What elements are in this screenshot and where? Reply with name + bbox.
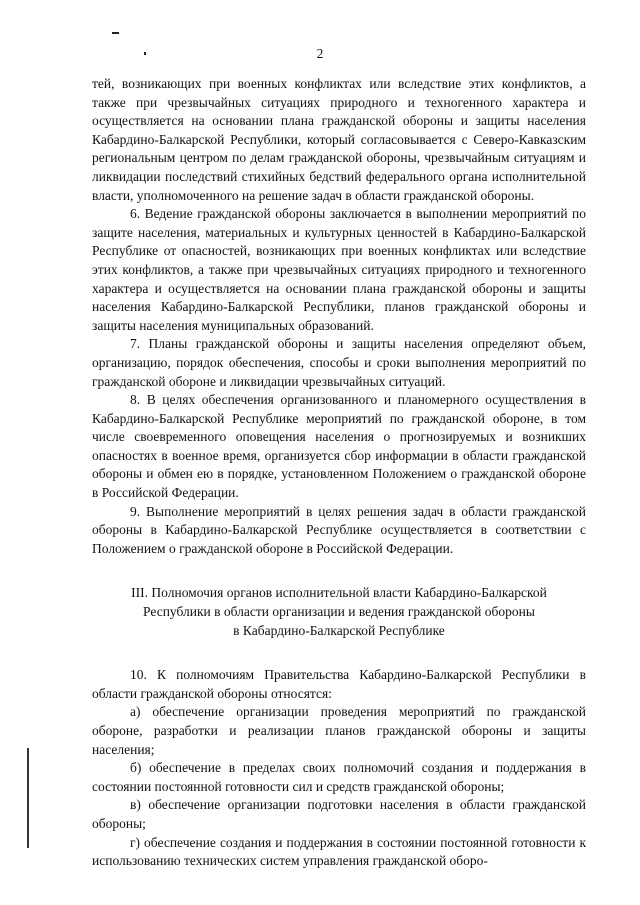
paragraph-item-10: 10. К полномочиям Правительства Кабардино-Балкарской Республики в области гражданской обороны относятся:: [92, 667, 586, 701]
page-number: 2: [316, 46, 324, 61]
scan-fold-line: [27, 748, 29, 848]
paragraph-item-7: 7. Планы гражданской обороны и защиты населения определяют объем, организацию, порядок обеспечения, способы и сроки выполнения мероприятий по гражданской обороне и ликвидации чрезвычайных ситуаций.: [92, 336, 586, 389]
document-body: [92, 75, 586, 871]
subitem-g: г) обеспечение создания и поддержания в состоянии постоянной готовности к использованию технических систем управления гражданской оборо-: [92, 834, 586, 869]
subitem-v: в) обеспечение организации подготовки населения в области гражданской обороны;: [92, 797, 586, 831]
subitem-a: а) обеспечение организации проведения мероприятий по гражданской обороне, разработки и реализации планов гражданской обороны и защиты населения;: [92, 704, 586, 757]
paragraph-item-6: 6. Ведение гражданской обороны заключается в выполнении мероприятий по защите населения, материальных и культурных ценностей в Кабардино-Балкарской Республике от опасностей, возникающих при военных конфликтах или вследствие этих конфликтов, а также при чрезвычайных ситуациях природного и техногенного характера и осуществляется на основании плана гражданской обороны и защиты населения Кабардино-Балкарской Республики, планов гражданской обороны и защиты населения муниципальных образований.: [92, 206, 586, 333]
paragraph-item-8: 8. В целях обеспечения организованного и планомерного осуществления в Кабардино-Балкарской Республике мероприятий по гражданской обороне, в том числе своевременного оповещения населения о прогнозируемых и возникших опасностях в военное время, организуется сбор информации в области гражданской обороны и обмен ею в порядке, установленном Положением о гражданской обороне в Российской Федерации.: [92, 392, 586, 501]
section-heading: [92, 584, 586, 640]
scan-speck: [112, 32, 119, 34]
paragraph-item-9: 9. Выполнение мероприятий в целях решения задач в области гражданской обороны в Кабардино-Балкарской Республике осуществляется в соответствии с Положением о гражданской обороне в Российской Федерации.: [92, 503, 586, 556]
subitem-b: б) обеспечение в пределах своих полномочий создания и поддержания в состоянии постоянной готовности сил и средств гражданской обороны;: [92, 760, 586, 794]
section-heading-line: в Кабардино-Балкарской Республике: [233, 622, 445, 638]
paragraph-continuation: тей, возникающих при военных конфликтах или вследствие этих конфликтов, а также при чрезвычайных ситуациях природного и техногенного характера и осуществляется на основании плана гражданской обороны и защиты населения Кабардино-Балкарской Республики, который согласовывается с Северо-Кавказским региональным центром по делам гражданской обороны, чрезвычайным ситуациям и ликвидации последствий стихийных бедствий федерального органа исполнительной власти, уполномоченного на решение задач в области гражданской обороны.: [92, 76, 586, 203]
section-heading-line: Республики в области организации и ведения гражданской обороны: [143, 604, 535, 620]
section-heading-line: III. Полномочия органов исполнительной власти Кабардино-Балкарской: [131, 585, 547, 601]
